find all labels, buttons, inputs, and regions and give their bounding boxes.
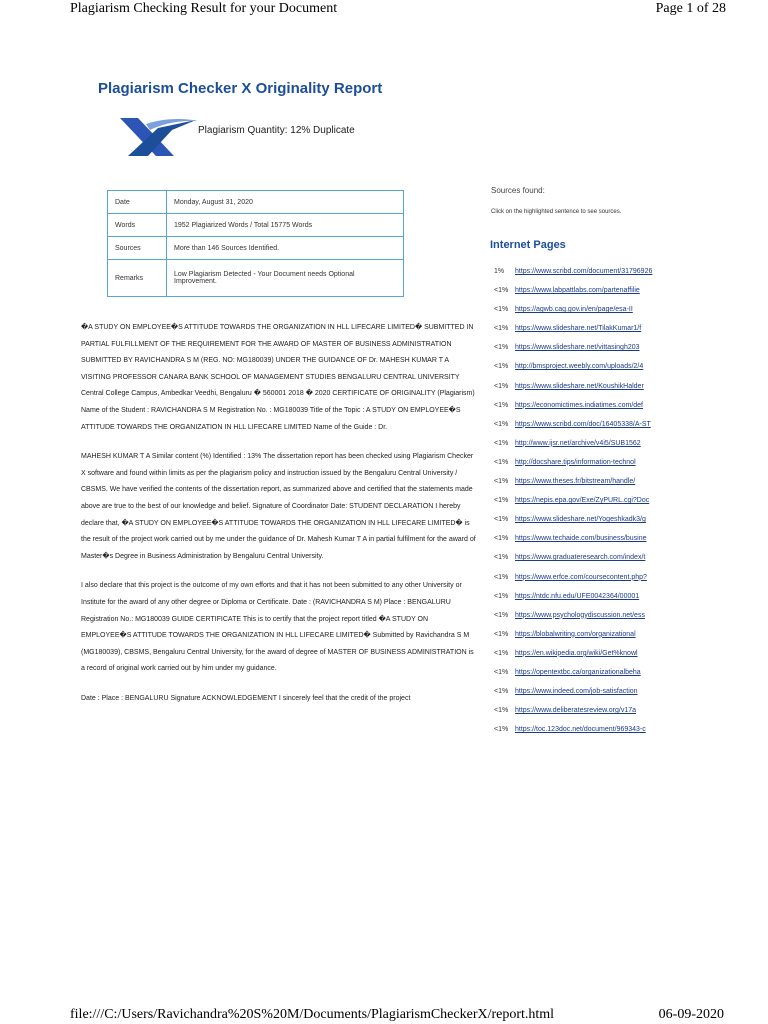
source-percent: <1% bbox=[494, 573, 509, 581]
source-percent: 1% bbox=[494, 268, 505, 275]
info-row-words bbox=[108, 214, 404, 237]
source-item bbox=[494, 285, 744, 304]
source-percent: <1% bbox=[494, 478, 509, 486]
source-percent: <1% bbox=[494, 458, 509, 466]
source-percent: <1% bbox=[494, 516, 509, 524]
report-title: Plagiarism Checker X Originality Report bbox=[98, 80, 383, 97]
body-paragraph[interactable]: Date : Place : BENGALURU Signature ACKNOWLEDGEMENT I sincerely feel that the credit of the project bbox=[81, 694, 411, 702]
source-item bbox=[494, 686, 744, 705]
source-percent: <1% bbox=[494, 363, 509, 371]
source-link[interactable]: https://www.erfce.com/coursecontent.php? bbox=[515, 573, 647, 581]
info-key: Remarks bbox=[108, 260, 167, 297]
source-link[interactable]: https://blobalwriting.com/organizational bbox=[515, 630, 636, 638]
plagiarism-checker-x-logo-icon bbox=[118, 116, 200, 158]
source-percent: <1% bbox=[494, 401, 509, 409]
source-percent: <1% bbox=[494, 382, 509, 390]
source-item bbox=[494, 476, 744, 495]
source-link[interactable]: https://www.psychologydiscussion.net/ess bbox=[515, 611, 645, 619]
source-link[interactable]: https://www.theses.fr/bitstream/handle/ bbox=[515, 478, 636, 486]
source-item bbox=[494, 572, 744, 591]
source-percent: <1% bbox=[494, 497, 509, 505]
source-link[interactable]: https://ntdc.nfu.edu/UFE0042364/00001 bbox=[515, 592, 640, 600]
source-item bbox=[494, 381, 744, 400]
document-body-text bbox=[81, 320, 476, 720]
source-item bbox=[494, 457, 744, 476]
source-list bbox=[494, 266, 744, 743]
source-item bbox=[494, 705, 744, 724]
source-link[interactable]: https://www.techaide.com/business/busine bbox=[515, 535, 647, 543]
source-link[interactable]: http://www.ijsr.net/archive/v4i5/SUB1562 bbox=[515, 439, 641, 447]
source-link[interactable]: https://www.scribd.com/doc/16405338/A-ST bbox=[515, 420, 651, 428]
source-link[interactable]: https://nepis.epa.gov/Exe/ZyPURL.cgi?Doc bbox=[515, 497, 650, 505]
source-link[interactable]: https://opentextbc.ca/organizationalbeha bbox=[515, 668, 641, 676]
report-info-table bbox=[107, 190, 404, 297]
footer-file-path: file:///C:/Users/Ravichandra%20S%20M/Documents/PlagiarismCheckerX/report.html bbox=[70, 1007, 555, 1022]
source-percent: <1% bbox=[494, 420, 509, 428]
source-item bbox=[494, 323, 744, 342]
info-value: Low Plagiarism Detected - Your Document needs Optional Improvement. bbox=[167, 260, 404, 297]
source-percent: <1% bbox=[494, 287, 509, 295]
source-item bbox=[494, 648, 744, 667]
source-link[interactable]: https://economictimes.indiatimes.com/def bbox=[515, 401, 643, 409]
info-row-remarks bbox=[108, 260, 404, 297]
source-percent: <1% bbox=[494, 611, 509, 619]
internet-pages-heading: Internet Pages bbox=[490, 239, 566, 251]
info-key: Words bbox=[108, 214, 167, 237]
source-link[interactable]: https://www.scribd.com/document/31796926 bbox=[515, 268, 653, 275]
sources-found-label: Sources found: bbox=[491, 186, 545, 195]
source-item bbox=[494, 533, 744, 552]
source-link[interactable]: https://www.indeed.com/job-satisfaction bbox=[515, 688, 638, 696]
source-item bbox=[494, 342, 744, 361]
info-value: More than 146 Sources Identified. bbox=[167, 237, 404, 260]
source-link[interactable]: http://bmsproject.weebly.com/uploads/2/4 bbox=[515, 363, 644, 371]
source-item bbox=[494, 591, 744, 610]
source-link[interactable]: https://www.deliberatesreview.org/v17a bbox=[515, 707, 637, 715]
info-row-sources bbox=[108, 237, 404, 260]
source-link[interactable]: https://www.graduateresearch.com/index/t bbox=[515, 554, 646, 562]
source-percent: <1% bbox=[494, 630, 509, 638]
source-item bbox=[494, 724, 744, 743]
source-link[interactable]: https://www.slideshare.net/KoushikHalder bbox=[515, 382, 644, 390]
source-item bbox=[494, 629, 744, 648]
source-item bbox=[494, 361, 744, 380]
source-link[interactable]: https://en.wikipedia.org/wiki/Get%knowl bbox=[515, 649, 638, 657]
source-link[interactable]: https://toc.123doc.net/document/969343-c bbox=[515, 726, 646, 734]
info-key: Date bbox=[108, 191, 167, 214]
source-percent: <1% bbox=[494, 306, 509, 314]
body-paragraph[interactable]: I also declare that this project is the outcome of my own efforts and that it has not been submitted to any other University or Institute for the award of any other degree or Diploma or Certificate. Date : (RAVICHANDRA S M) Place : BENGALURU Registration No.: MG180039 GUIDE CERTIFICATE This is to certify that the project report titled �A STUDY ON EMPLOYEE�S ATTITUDE TOWARDS THE ORGANIZATION IN HLL LIFECARE LIMITED� Submitted by Ravichandra S M (MG180039), CBSMS, Bengaluru Central University, for the award of degree of MASTER OF BUSINESS ADMINISTRATION is a record of original work carried out by him under my guidance. bbox=[81, 582, 474, 673]
header-title: Plagiarism Checking Result for your Document bbox=[70, 1, 338, 16]
click-note: Click on the highlighted sentence to see sources. bbox=[491, 209, 622, 215]
source-item bbox=[494, 610, 744, 629]
info-key: Sources bbox=[108, 237, 167, 260]
source-percent: <1% bbox=[494, 535, 509, 543]
plagiarism-quantity: Plagiarism Quantity: 12% Duplicate bbox=[198, 125, 355, 136]
info-value: Monday, August 31, 2020 bbox=[167, 191, 404, 214]
source-item bbox=[494, 438, 744, 457]
source-percent: <1% bbox=[494, 344, 509, 352]
header-page-number: Page 1 of 28 bbox=[655, 1, 726, 16]
source-item bbox=[494, 400, 744, 419]
source-item bbox=[494, 266, 744, 285]
body-paragraph[interactable]: �A STUDY ON EMPLOYEE�S ATTITUDE TOWARDS THE ORGANIZATION IN HLL LIFECARE LIMITED� SUBMITTED IN PARTIAL FULFILLMENT OF THE REQUIREMENT FOR THE AWARD OF MASTER OF BUSINESS ADMINISTRATION SUBMITTED BY RAVICHANDRA S M (REG. NO: MG180039) UNDER THE GUIDANCE OF Dr. MAHESH KUMAR T A VISITING PROFESSOR CANARA BANK SCHOOL OF MANAGEMENT STUDIES BENGALURU CENTRAL UNIVERSITY Central College Campus, Ambedkar Veedhi, Bengaluru � 560001 2018 � 2020 CERTIFICATE OF ORIGINALITY (Plagiarism) Name of the Student : RAVICHANDRA S M Registration No. : MG180039 Title of the Topic : A STUDY ON EMPLOYEE�S ATTITUDE TOWARDS THE ORGANIZATION IN HLL LIFECARE LIMITED Name of the Guide : Dr. bbox=[81, 324, 475, 431]
source-percent: <1% bbox=[494, 726, 509, 734]
source-item bbox=[494, 667, 744, 686]
source-percent: <1% bbox=[494, 668, 509, 676]
body-paragraph[interactable]: MAHESH KUMAR T A Similar content (%) Identified : 13% The dissertation report has been checked using Plagiarism Checker X software and found within limits as per the plagiarism policy and instruction issued by the Bengaluru Central University / CBSMS. We have verified the contents of the dissertation report, as summarized above and certified that the statements made above are true to the best of our knowledge and belief. Signature of Coordinator Date: STUDENT DECLARATION I hereby declare that, �A STUDY ON EMPLOYEE�S ATTITUDE TOWARDS THE ORGANIZATION IN HLL LIFECARE LIMITED� is the result of the project work carried out by me under the guidance of Dr. Mahesh Kumar T A in partial fulfilment for the award of Master�s Degree in Business Administration by Bengaluru Central University. bbox=[81, 453, 476, 560]
source-link[interactable]: http://docshare.tips/information-technol bbox=[515, 458, 636, 466]
info-value: 1952 Plagiarized Words / Total 15775 Words bbox=[167, 214, 404, 237]
source-link[interactable]: https://agwb.cag.gov.in/en/page/esa-II bbox=[515, 306, 633, 314]
source-item bbox=[494, 514, 744, 533]
source-percent: <1% bbox=[494, 439, 509, 447]
source-link[interactable]: https://www.slideshare.net/vittasingh203 bbox=[515, 344, 640, 352]
source-percent: <1% bbox=[494, 688, 509, 696]
source-link[interactable]: https://www.labpattlabs.com/partenaffilie bbox=[515, 287, 640, 295]
source-item bbox=[494, 304, 744, 323]
source-item bbox=[494, 419, 744, 438]
source-percent: <1% bbox=[494, 554, 509, 562]
source-percent: <1% bbox=[494, 592, 509, 600]
source-percent: <1% bbox=[494, 649, 509, 657]
footer-date: 06-09-2020 bbox=[658, 1007, 724, 1022]
source-item bbox=[494, 552, 744, 571]
source-link[interactable]: https://www.slideshare.net/Yogeshkadk3/g bbox=[515, 516, 646, 524]
source-percent: <1% bbox=[494, 707, 509, 715]
info-row-date bbox=[108, 191, 404, 214]
source-percent: <1% bbox=[494, 325, 509, 333]
source-link[interactable]: https://www.slideshare.net/TilakKumar1/f bbox=[515, 325, 642, 333]
page-header bbox=[0, 0, 768, 20]
source-item bbox=[494, 495, 744, 514]
